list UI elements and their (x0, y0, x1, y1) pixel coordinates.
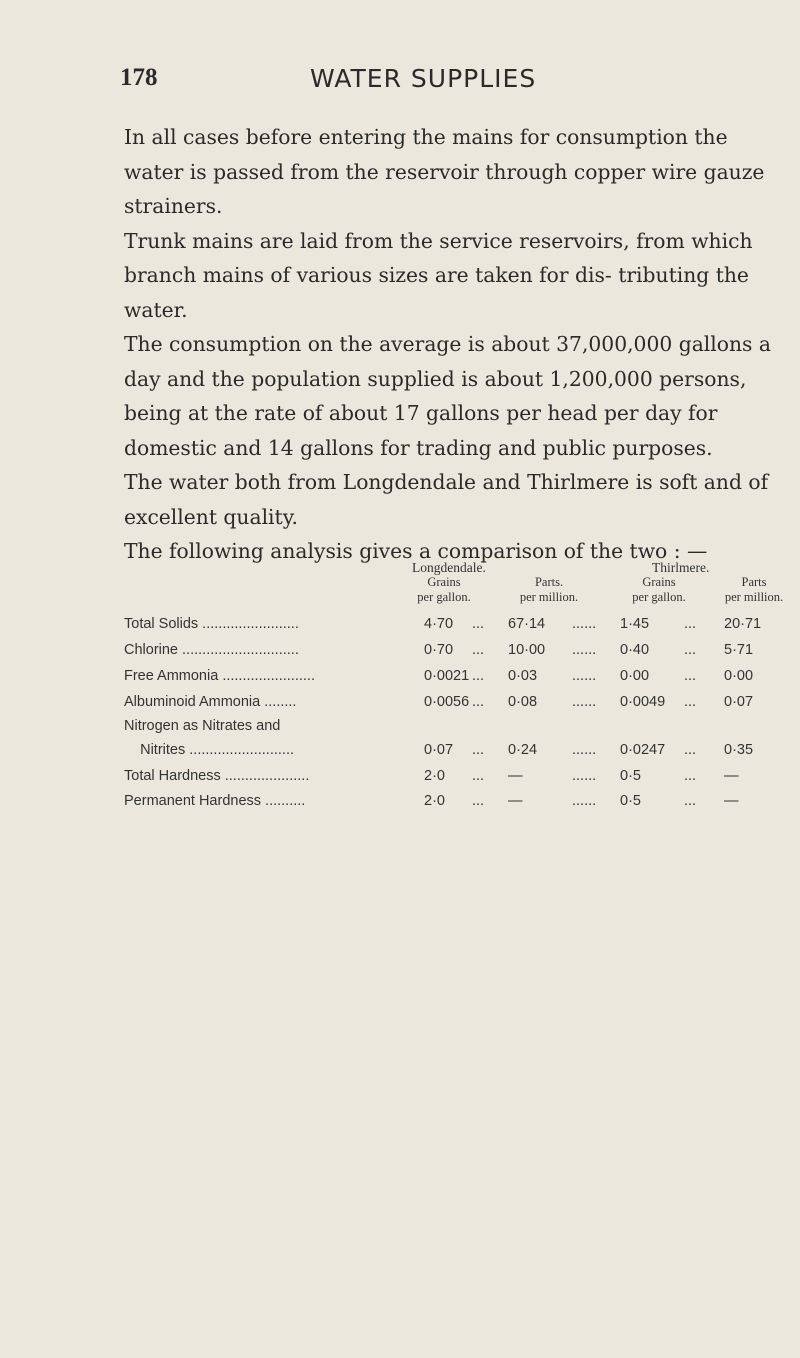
leader-dots: ... (684, 642, 697, 658)
subheader-line: per million. (724, 590, 784, 604)
cell-value: 0·08 (508, 694, 538, 710)
page-header (120, 64, 780, 104)
group-header-longdendale: Longdendale. (412, 560, 486, 575)
cell-value: 0·5 (620, 768, 641, 784)
cell-value: 2·0 (424, 768, 445, 784)
paragraph: The consumption on the average is about 37,000,000 gallons a day and the population supplied is about 1,200,000 persons, being at the rate of about 17 gallons per head per day for domestic and 14 gallons for trading and public purposes. (124, 332, 771, 460)
cell-value: 2·0 (424, 793, 445, 809)
leader-dots: ...... (572, 616, 597, 632)
leader-dots: ... (684, 616, 697, 632)
subheader-line: Grains (427, 575, 461, 589)
leader-dots: ... (472, 642, 485, 658)
subheader-grains-per-gallon (614, 575, 704, 605)
subheader-grains-per-gallon (404, 575, 484, 605)
cell-value: 1·45 (620, 616, 650, 632)
leader-dots: ... (472, 668, 485, 684)
table-row (124, 768, 784, 790)
subheader-parts-per-million (709, 575, 799, 605)
cell-value: 0·03 (508, 668, 538, 684)
cell-value: 0·5 (620, 793, 641, 809)
leader-dots: ... (684, 793, 697, 809)
cell-value: 5·71 (724, 642, 754, 658)
table-row (124, 668, 784, 690)
row-label: Nitrites .......................... (124, 742, 294, 758)
subheader-line: Parts. (534, 575, 564, 589)
leader-dots: ... (472, 694, 485, 710)
leader-dots: ... (684, 694, 697, 710)
cell-value: 0·07 (724, 694, 754, 710)
leader-dots: ... (472, 768, 485, 784)
paragraph: The following analysis gives a comparison of the two : — (124, 539, 708, 563)
cell-value: 0·0247 (620, 742, 666, 758)
cell-value: 0·0049 (620, 694, 666, 710)
cell-value: 20·71 (724, 616, 762, 632)
cell-value: 0·70 (424, 642, 454, 658)
leader-dots: ...... (572, 793, 597, 809)
body-text (124, 120, 780, 569)
leader-dots: ...... (572, 694, 597, 710)
row-label: Nitrogen as Nitrates and (124, 718, 281, 734)
table-row (124, 694, 784, 716)
leader-dots: ...... (572, 668, 597, 684)
table-row (124, 742, 784, 764)
cell-value: 0·00 (620, 668, 650, 684)
cell-value: 0·35 (724, 742, 754, 758)
row-label: Permanent Hardness .......... (124, 793, 306, 809)
leader-dots: ... (684, 742, 697, 758)
leader-dots: ... (472, 742, 485, 758)
cell-value: — (508, 793, 523, 809)
group-header-thirlmere: Thirlmere. (652, 560, 710, 575)
subheader-parts-per-million (504, 575, 594, 605)
leader-dots: ...... (572, 742, 597, 758)
table-row (124, 642, 784, 664)
cell-value: 0·40 (620, 642, 650, 658)
leader-dots: ... (472, 793, 485, 809)
subheader-line: Grains (642, 575, 676, 589)
cell-value: 4·70 (424, 616, 454, 632)
leader-dots: ... (684, 768, 697, 784)
cell-value: 0·0021 (424, 668, 470, 684)
paragraph: In all cases before entering the mains for consumption the water is passed from the reservoir through copper wire gauze strainers. (124, 125, 765, 218)
subheader-line: per gallon. (632, 590, 686, 604)
leader-dots: ... (684, 668, 697, 684)
row-label: Chlorine ............................. (124, 642, 299, 658)
leader-dots: ...... (572, 768, 597, 784)
leader-dots: ...... (572, 642, 597, 658)
cell-value: 67·14 (508, 616, 546, 632)
subheader-line: per million. (519, 590, 579, 604)
cell-value: — (724, 793, 739, 809)
row-label: Free Ammonia ....................... (124, 668, 315, 684)
paragraph: Trunk mains are laid from the service reservoirs, from which branch mains of various sizes are taken for dis- tributing the water. (124, 228, 753, 322)
cell-value: — (724, 768, 739, 784)
table-row (124, 718, 784, 740)
page-number: 178 (120, 64, 158, 91)
running-title: WATER SUPPLIES (310, 64, 537, 93)
paragraph: The water both from Longdendale and Thirlmere is soft and of excellent quality. (124, 470, 769, 529)
cell-value: 10·00 (508, 642, 546, 658)
subheader-line: per gallon. (417, 590, 471, 604)
table-row (124, 616, 784, 638)
cell-value: 0·24 (508, 742, 538, 758)
cell-value: 0·07 (424, 742, 454, 758)
cell-value: 0·00 (724, 668, 754, 684)
cell-value: 0·0056 (424, 694, 470, 710)
table-row (124, 793, 784, 815)
row-label: Total Hardness ..................... (124, 768, 310, 784)
row-label: Albuminoid Ammonia ........ (124, 694, 297, 710)
row-label: Total Solids ........................ (124, 616, 299, 632)
leader-dots: ... (472, 616, 485, 632)
subheader-line: Parts (741, 575, 767, 589)
cell-value: — (508, 768, 523, 784)
